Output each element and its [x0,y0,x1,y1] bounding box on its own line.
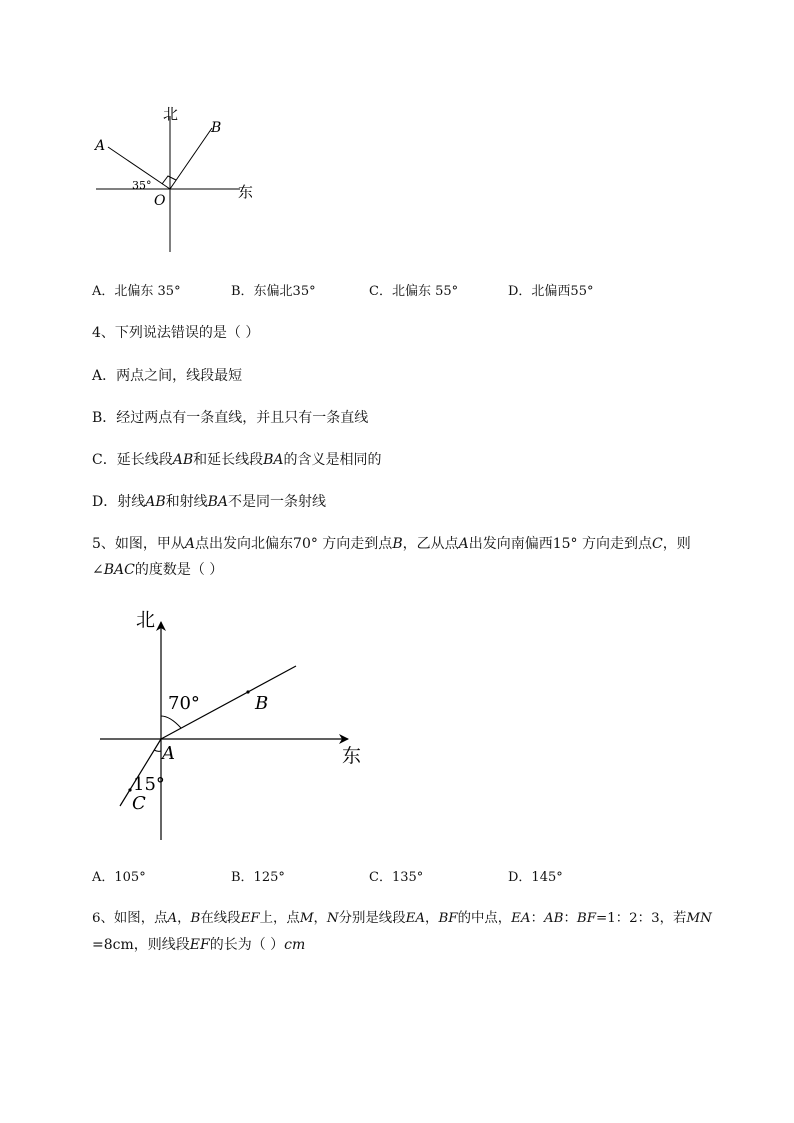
point-o-label: O [154,193,166,209]
q5-stem-line1 [92,534,691,554]
q4-option-d[interactable] [92,492,326,512]
q5-stem-line2 [92,560,223,580]
var: EA [405,911,426,926]
north-label: 北 [136,609,156,631]
q6-text: 6、如图，点 [92,911,168,926]
point-var: B [392,536,403,552]
point-var: A [458,536,469,552]
ray-ob [170,128,212,189]
var: EA [511,911,531,926]
q3-option-a[interactable]: A．北偏东 35° [92,284,181,299]
q4-option-a[interactable]: A．两点之间，线段最短 [92,368,243,384]
var: AB [543,911,564,926]
q6-text: =8cm，则线段 [92,937,190,953]
segment-ba: BA [263,452,284,468]
q6-text: 的中点， [457,911,512,926]
angle-70-arc [161,716,181,728]
angle-var: BAC [103,562,135,578]
q5-text: 5、如图，甲从 [92,536,185,552]
q5-text: ，乙从点 [402,536,459,552]
q4-d-text: 不是同一条射线 [228,494,327,510]
point-c-dot [128,788,131,791]
q6-text: 在线段 [200,911,241,926]
var: A [167,911,178,926]
point-var: A [184,536,196,552]
east-label: 东 [342,745,362,767]
q5-option-a[interactable]: A．105° [92,870,146,885]
q6-text: ， [313,911,327,926]
ray-ba: BA [207,494,229,510]
point-a-label: A [162,743,175,764]
var: N [326,911,339,926]
point-b-dot [246,690,249,693]
q6-stem-line2 [92,935,305,955]
var: B [190,911,201,926]
q5-option-b[interactable]: B．125° [231,870,285,885]
angle-35-label: 35° [132,179,152,192]
east-label: 东 [238,183,254,201]
unit-cm: cm [284,937,306,953]
q4-stem: 4、下列说法错误的是（ ） [92,325,260,341]
q4-c-text: 的含义是相同的 [283,452,382,468]
q5-text: 点出发向北偏东70° 方向走到点 [195,536,393,552]
q3-option-d[interactable]: D．北偏西55° [508,284,594,299]
var: BF [576,911,597,926]
q6-text: 分别是线段 [338,911,406,926]
point-var: C [652,536,663,552]
figure-direction-1 [90,100,270,260]
angle-70-label: 70° [168,693,200,714]
q4-option-c[interactable] [92,450,382,470]
var: BF [438,911,458,926]
segment-ab: AB [172,452,194,468]
q3-option-c[interactable]: C．北偏东 55° [369,284,459,299]
q6-text: ， [425,911,439,926]
q4-d-text: 和射线 [165,494,208,510]
ray-ab: AB [145,494,166,510]
q5-text: 出发向南偏西15° 方向走到点 [468,536,652,552]
var: M [299,911,314,926]
q4-c-text: 和延长线段 [193,452,264,468]
point-b-label: B [255,693,269,714]
q6-text: ， [177,911,191,926]
q3-option-b[interactable]: B．东偏北35° [231,284,316,299]
q6-text: ： [563,911,577,926]
var: EF [240,911,260,926]
angle-symbol: ∠ [92,562,104,578]
angle-15-label: 15° [133,774,165,795]
point-c-label: C [132,793,146,814]
q5-text: 的度数是（ ） [134,562,224,578]
q4-option-b[interactable]: B．经过两点有一条直线，并且只有一条直线 [92,410,369,426]
q5-text: ，则 [662,536,691,552]
q5-option-c[interactable]: C．135° [369,870,424,885]
north-label: 北 [163,105,179,123]
q4-c-text: C．延长线段 [92,452,173,468]
point-a-label: A [95,138,106,154]
var: EF [189,937,210,953]
q5-option-d[interactable]: D．145° [508,870,563,885]
q6-text: 上，点 [259,911,300,926]
point-b-label: B [211,120,222,136]
q6-text: 的长为（ ） [209,937,285,953]
var: MN [686,911,712,926]
figure-direction-2 [92,600,372,850]
q6-text: =1：2：3，若 [596,911,687,926]
q6-stem-line1 [92,909,712,929]
angle-15-arc [154,750,161,751]
q4-d-text: D．射线 [92,494,146,510]
q6-text: ： [530,911,544,926]
